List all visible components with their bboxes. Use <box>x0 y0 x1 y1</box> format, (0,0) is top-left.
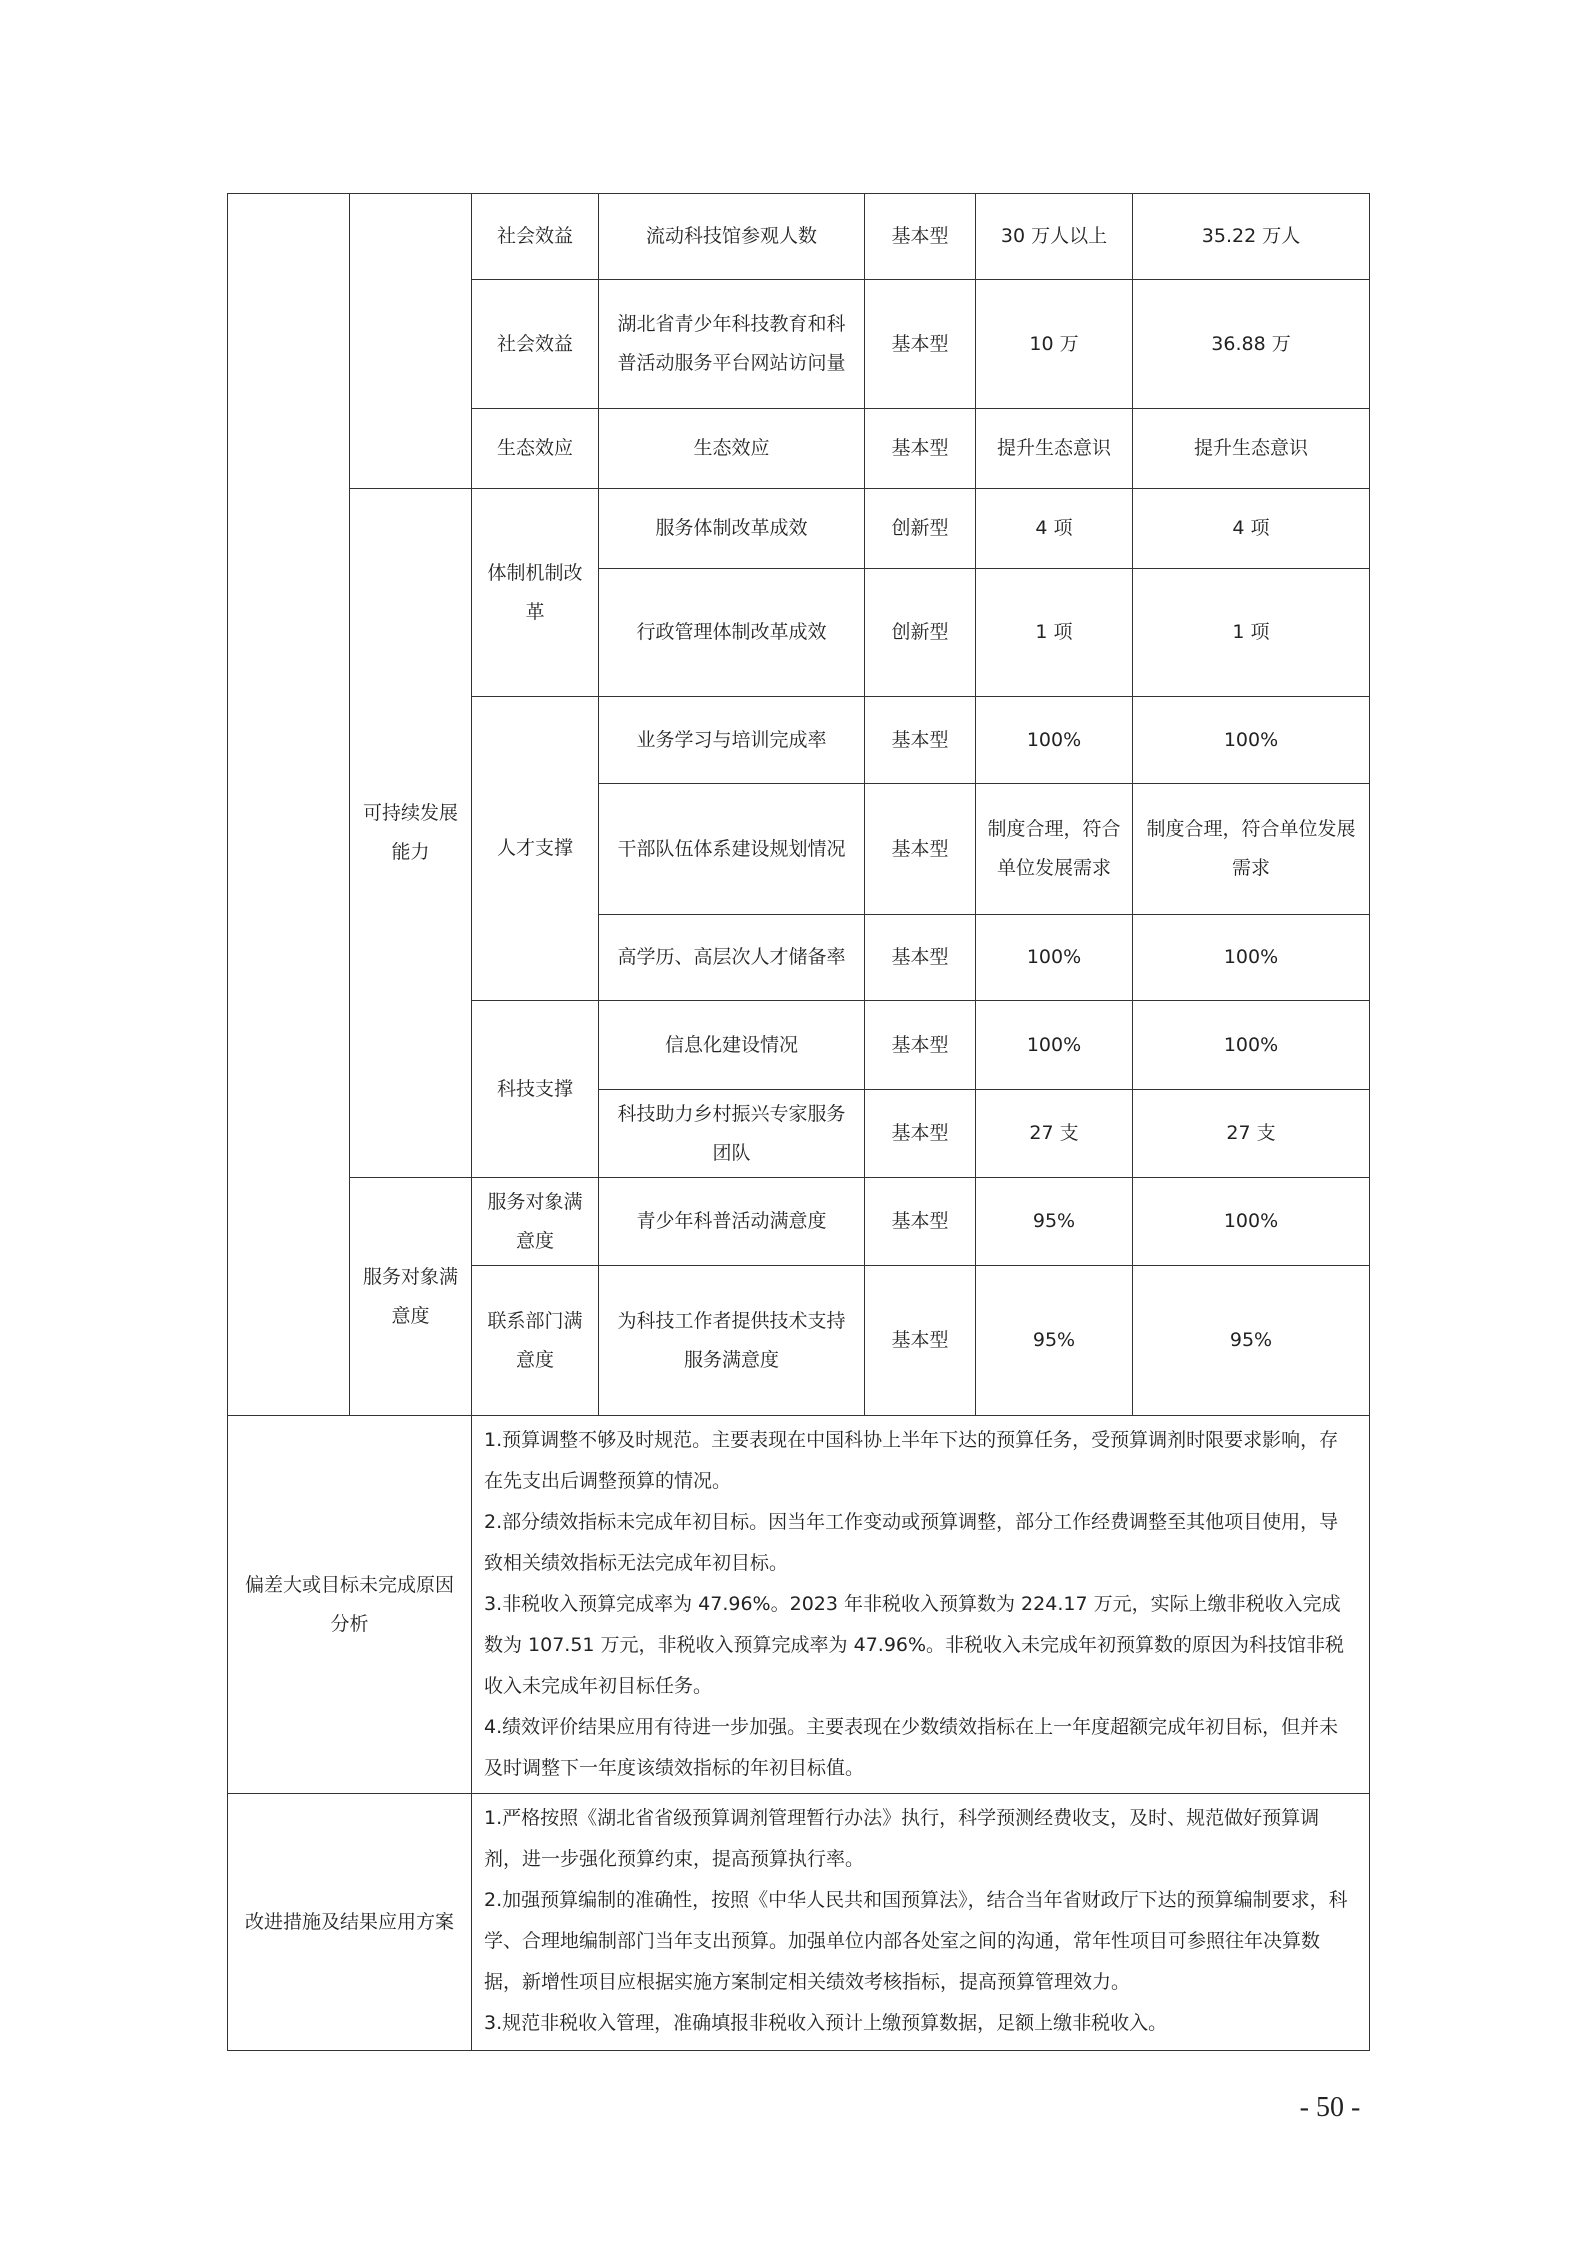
deviation-analysis-content <box>472 1416 1370 1794</box>
secondary-indicator-cell: 社会效益 <box>472 194 599 280</box>
improvement-paragraph: 1.严格按照《湖北省省级预算调剂管理暂行办法》执行，科学预测经费收支，及时、规范做好预算调剂，进一步强化预算约束，提高预算执行率。 <box>484 1807 1320 1870</box>
deviation-analysis-row <box>228 1416 1370 1794</box>
indicator-type-cell: 基本型 <box>865 1266 976 1416</box>
indicator-type-cell: 基本型 <box>865 1001 976 1090</box>
indicator-type-cell: 基本型 <box>865 194 976 280</box>
indicator-name-cell: 行政管理体制改革成效 <box>599 569 865 697</box>
secondary-indicator-cell: 社会效益 <box>472 280 599 409</box>
table-row <box>228 489 1370 569</box>
indicator-name-cell: 湖北省青少年科技教育和科普活动服务平台网站访问量 <box>599 280 865 409</box>
improvement-paragraph: 2.加强预算编制的准确性，按照《中华人民共和国预算法》，结合当年省财政厅下达的预算编制要求，科学、合理地编制部门当年支出预算。加强单位内部各处室之间的沟通，常年性项目可参照往年决算数据，新增性项目应根据实施方案制定相关绩效考核指标，提高预算管理效力。 <box>484 1889 1348 1993</box>
target-value-cell: 30 万人以上 <box>976 194 1133 280</box>
indicator-type-cell: 基本型 <box>865 280 976 409</box>
indicator-name-cell: 服务体制改革成效 <box>599 489 865 569</box>
improvement-row <box>228 1794 1370 2051</box>
target-value-cell: 4 项 <box>976 489 1133 569</box>
table-cell-blank <box>350 194 472 489</box>
target-value-cell: 10 万 <box>976 280 1133 409</box>
deviation-analysis-label: 偏差大或目标未完成原因分析 <box>228 1416 472 1794</box>
target-value-cell: 95% <box>976 1178 1133 1266</box>
indicator-type-cell: 基本型 <box>865 1090 976 1178</box>
actual-value-cell: 95% <box>1133 1266 1370 1416</box>
indicator-name-cell: 为科技工作者提供技术支持服务满意度 <box>599 1266 865 1416</box>
indicator-type-cell: 创新型 <box>865 489 976 569</box>
indicator-type-cell: 基本型 <box>865 1178 976 1266</box>
secondary-indicator-cell: 生态效应 <box>472 409 599 489</box>
actual-value-cell: 1 项 <box>1133 569 1370 697</box>
actual-value-cell: 100% <box>1133 915 1370 1001</box>
target-value-cell: 95% <box>976 1266 1133 1416</box>
indicator-name-cell: 生态效应 <box>599 409 865 489</box>
secondary-indicator-cell: 服务对象满意度 <box>472 1178 599 1266</box>
table-cell-blank <box>228 194 350 1416</box>
secondary-indicator-cell: 联系部门满意度 <box>472 1266 599 1416</box>
target-value-cell: 100% <box>976 1001 1133 1090</box>
target-value-cell: 27 支 <box>976 1090 1133 1178</box>
actual-value-cell: 4 项 <box>1133 489 1370 569</box>
indicator-name-cell: 高学历、高层次人才储备率 <box>599 915 865 1001</box>
indicator-name-cell: 流动科技馆参观人数 <box>599 194 865 280</box>
secondary-indicator-cell: 人才支撑 <box>472 697 599 1001</box>
actual-value-cell: 制度合理，符合单位发展需求 <box>1133 784 1370 915</box>
target-value-cell: 1 项 <box>976 569 1133 697</box>
indicator-name-cell: 业务学习与培训完成率 <box>599 697 865 784</box>
analysis-paragraph: 1.预算调整不够及时规范。主要表现在中国科协上半年下达的预算任务，受预算调剂时限要求影响，存在先支出后调整预算的情况。 <box>484 1429 1339 1492</box>
actual-value-cell: 35.22 万人 <box>1133 194 1370 280</box>
primary-indicator-cell: 服务对象满意度 <box>350 1178 472 1416</box>
indicator-name-cell: 科技助力乡村振兴专家服务团队 <box>599 1090 865 1178</box>
secondary-indicator-cell: 科技支撑 <box>472 1001 599 1178</box>
target-value-cell: 100% <box>976 697 1133 784</box>
improvement-content <box>472 1794 1370 2051</box>
indicator-type-cell: 基本型 <box>865 784 976 915</box>
table-row <box>228 194 1370 280</box>
indicator-name-cell: 干部队伍体系建设规划情况 <box>599 784 865 915</box>
target-value-cell: 制度合理，符合单位发展需求 <box>976 784 1133 915</box>
page-number: - 50 - <box>1299 2092 1361 2123</box>
target-value-cell: 提升生态意识 <box>976 409 1133 489</box>
analysis-paragraph: 3.非税收入预算完成率为 47.96%。2023 年非税收入预算数为 224.17 万元，实际上缴非税收入完成数为 107.51 万元，非税收入预算完成率为 47.96%。非税收入未完成年初预算数的原因为科技馆非税收入未完成年初目标任务。 <box>484 1593 1345 1697</box>
actual-value-cell: 27 支 <box>1133 1090 1370 1178</box>
actual-value-cell: 100% <box>1133 1001 1370 1090</box>
indicator-type-cell: 创新型 <box>865 569 976 697</box>
actual-value-cell: 100% <box>1133 1178 1370 1266</box>
actual-value-cell: 提升生态意识 <box>1133 409 1370 489</box>
improvement-label: 改进措施及结果应用方案 <box>228 1794 472 2051</box>
actual-value-cell: 100% <box>1133 697 1370 784</box>
improvement-paragraph: 3.规范非税收入管理，准确填报非税收入预计上缴预算数据，足额上缴非税收入。 <box>484 2012 1168 2034</box>
actual-value-cell: 36.88 万 <box>1133 280 1370 409</box>
target-value-cell: 100% <box>976 915 1133 1001</box>
indicator-name-cell: 信息化建设情况 <box>599 1001 865 1090</box>
indicator-name-cell: 青少年科普活动满意度 <box>599 1178 865 1266</box>
analysis-paragraph: 4.绩效评价结果应用有待进一步加强。主要表现在少数绩效指标在上一年度超额完成年初目标，但并未及时调整下一年度该绩效指标的年初目标值。 <box>484 1716 1339 1779</box>
performance-table <box>227 193 1370 2051</box>
table-row <box>228 1178 1370 1266</box>
indicator-type-cell: 基本型 <box>865 697 976 784</box>
indicator-type-cell: 基本型 <box>865 915 976 1001</box>
secondary-indicator-cell: 体制机制改革 <box>472 489 599 697</box>
primary-indicator-cell: 可持续发展能力 <box>350 489 472 1178</box>
analysis-paragraph: 2.部分绩效指标未完成年初目标。因当年工作变动或预算调整，部分工作经费调整至其他项目使用，导致相关绩效指标无法完成年初目标。 <box>484 1511 1339 1574</box>
indicator-type-cell: 基本型 <box>865 409 976 489</box>
